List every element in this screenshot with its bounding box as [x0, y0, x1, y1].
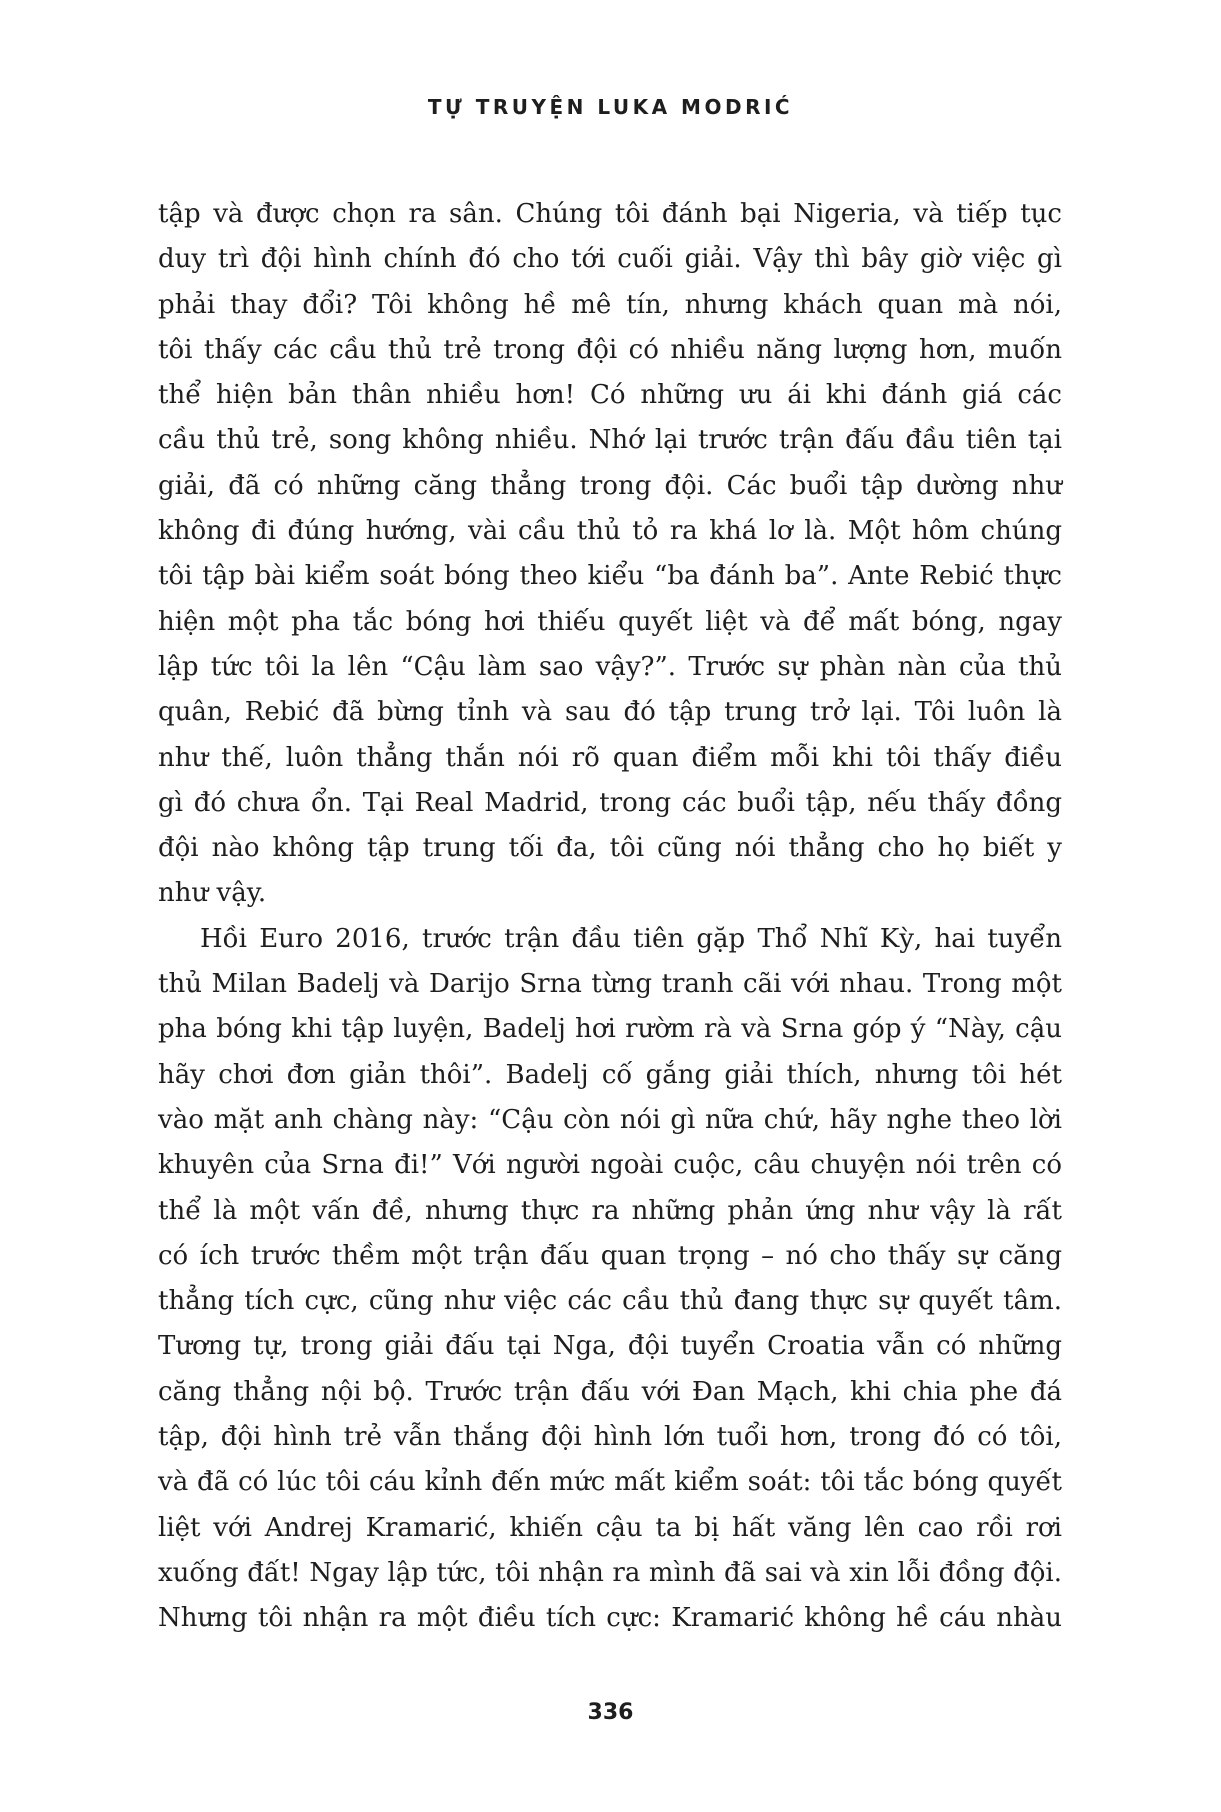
paragraph-2: [158, 917, 1062, 1642]
text-line: giải, đã có những căng thẳng trong đội. Các buổi tập dường như: [158, 470, 1062, 501]
text-line: và đã có lúc tôi cáu kỉnh đến mức mất kiểm soát: tôi tắc bóng quyết: [158, 1467, 1062, 1498]
text-line: khuyên của Srna đi!” Với người ngoài cuộc, câu chuyện nói trên có: [158, 1150, 1062, 1181]
text-line: Tương tự, trong giải đấu tại Nga, đội tuyển Croatia vẫn có những: [158, 1331, 1062, 1362]
text-line: phải thay đổi? Tôi không hề mê tín, nhưng khách quan mà nói,: [158, 289, 1062, 320]
text-line: thể là một vấn đề, nhưng thực ra những phản ứng như vậy là rất: [158, 1195, 1062, 1226]
text-line: thể hiện bản thân nhiều hơn! Có những ưu ái khi đánh giá các: [158, 380, 1062, 411]
text-line: có ích trước thềm một trận đấu quan trọng – nó cho thấy sự căng: [158, 1240, 1062, 1271]
text-line: tập và được chọn ra sân. Chúng tôi đánh bại Nigeria, và tiếp tục: [158, 199, 1062, 229]
text-line: như vậy.: [158, 878, 267, 909]
text-line: tập, đội hình trẻ vẫn thắng đội hình lớn tuổi hơn, trong đó có tôi,: [158, 1422, 1062, 1453]
text-line: duy trì đội hình chính đó cho tới cuối giải. Vậy thì bây giờ việc gì: [158, 244, 1062, 275]
text-line: pha bóng khi tập luyện, Badelj hơi rườm rà và Srna góp ý “Này, cậu: [158, 1014, 1062, 1045]
text-line: như thế, luôn thẳng thắn nói rõ quan điểm mỗi khi tôi thấy điều: [158, 742, 1062, 773]
text-line: Nhưng tôi nhận ra một điều tích cực: Kramarić không hề cáu nhàu: [158, 1603, 1062, 1634]
text-line: tôi thấy các cầu thủ trẻ trong đội có nhiều năng lượng hơn, muốn: [158, 334, 1062, 365]
text-line: đội nào không tập trung tối đa, tôi cũng nói thẳng cho họ biết y: [158, 833, 1062, 864]
text-line: không đi đúng hướng, vài cầu thủ tỏ ra khá lơ là. Một hôm chúng: [158, 516, 1062, 547]
text-line: cầu thủ trẻ, song không nhiều. Nhớ lại trước trận đấu đầu tiên tại: [158, 425, 1062, 456]
text-line: quân, Rebić đã bừng tỉnh và sau đó tập trung trở lại. Tôi luôn là: [158, 697, 1062, 728]
text-line: căng thẳng nội bộ. Trước trận đấu với Đan Mạch, khi chia phe đá: [158, 1376, 1062, 1407]
text-line: hãy chơi đơn giản thôi”. Badelj cố gắng giải thích, nhưng tôi hét: [158, 1059, 1062, 1090]
text-line: tôi tập bài kiểm soát bóng theo kiểu “ba đánh ba”. Ante Rebić thực: [158, 561, 1062, 592]
text-line: thẳng tích cực, cũng như việc các cầu thủ đang thực sự quyết tâm.: [158, 1286, 1062, 1317]
text-line: Hồi Euro 2016, trước trận đầu tiên gặp Thổ Nhĩ Kỳ, hai tuyển: [200, 923, 1062, 954]
text-line: hiện một pha tắc bóng hơi thiếu quyết liệt và để mất bóng, ngay: [158, 606, 1062, 637]
page-number: 336: [587, 1700, 634, 1725]
text-line: liệt với Andrej Kramarić, khiến cậu ta bị hất văng lên cao rồi rơi: [158, 1512, 1062, 1543]
text-line: vào mặt anh chàng này: “Cậu còn nói gì nữa chứ, hãy nghe theo lời: [158, 1104, 1062, 1135]
text-line: lập tức tôi la lên “Cậu làm sao vậy?”. Trước sự phàn nàn của thủ: [158, 651, 1062, 682]
running-header: TỰ TRUYỆN LUKA MODRIĆ: [427, 95, 794, 119]
text-line: xuống đất! Ngay lập tức, tôi nhận ra mình đã sai và xin lỗi đồng đội.: [158, 1557, 1062, 1588]
paragraph-1: [158, 192, 1062, 917]
body-text: [158, 192, 1062, 1642]
text-line: thủ Milan Badelj và Darijo Srna từng tranh cãi với nhau. Trong một: [158, 969, 1062, 1000]
text-line: gì đó chưa ổn. Tại Real Madrid, trong các buổi tập, nếu thấy đồng: [158, 787, 1062, 818]
